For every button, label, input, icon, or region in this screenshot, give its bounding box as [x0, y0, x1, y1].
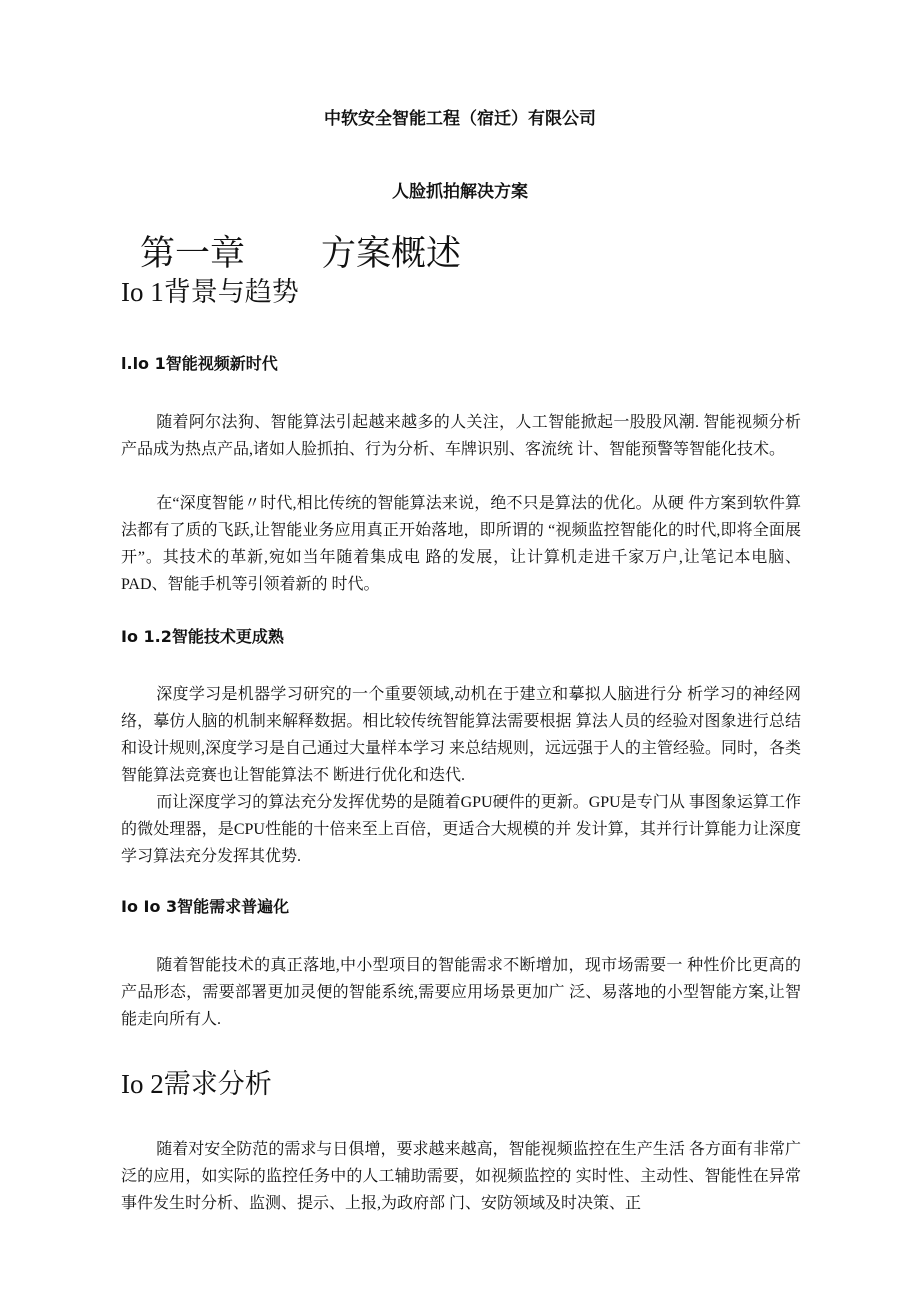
paragraph: 随着对安全防范的需求与日俱增，要求越来越高，智能视频监控在生产生活 各方面有非常广泛的应用，如实际的监控任务中的人工辅助需要，如视频监控的 实时性、主动性、智能性在异常事件发生时分析、监测、提示、上报,为政府部 门、安防领域及时决策、正 [121, 1141, 801, 1212]
chapter-number: 第一章 [140, 234, 246, 273]
document-title: 人脸抓拍解决方案 [392, 182, 528, 202]
paragraph: 在“深度智能〃时代,相比传统的智能算法来说，绝不只是算法的优化。从硬 件方案到软件算法都有了质的飞跃,让智能业务应用真正开始落地，即所谓的 “视频监控智能化的时代,即将全面展开”。其技术的革新,宛如当年随着集成电 路的发展，让计算机走进千家万户,让笔记本电脑、PAD、智能手机等引领着新的 时代。 [121, 495, 801, 593]
paragraph: 深度学习是机器学习研究的一个重要领域,动机在于建立和摹拟人脑进行分 析学习的神经网络，摹仿人脑的机制来解释数据。相比较传统智能算法需要根据 算法人员的经验对图象进行总结和设计规则,深度学习是自己通过大量样本学习 来总结规则，远远强于人的主管经验。同时，各类智能算法竞赛也让智能算法不 断进行优化和迭代. [121, 686, 802, 784]
paragraph: 随着智能技术的真正落地,中小型项目的智能需求不断增加，现市场需要一 种性价比更高的产品形态，需要部署更加灵便的智能系统,需要应用场景更加广 泛、易落地的小型智能方案,让智能走向所有人. [121, 957, 801, 1028]
subsection-heading-mature-tech: Io 1.2智能技术更成熟 [121, 627, 284, 646]
section-heading-background: Io 1背景与趋势 [121, 277, 299, 307]
subsection-heading-new-era: l.lo 1智能视频新时代 [121, 354, 278, 373]
chapter-title: 方案概述 [321, 234, 462, 273]
company-name: 中软安全智能工程（宿迁）有限公司 [324, 109, 596, 129]
paragraph: 随着阿尔法狗、智能算法引起越来越多的人关注，人工智能掀起一股股风潮. 智能视频分析产品成为热点产品,诸如人脸抓拍、行为分析、车牌识别、客流统 计、智能预警等智能化技术。 [121, 414, 801, 458]
subsection-heading-demand: Io Io 3智能需求普遍化 [121, 897, 290, 916]
chapter-heading [140, 226, 461, 276]
paragraph: 而让深度学习的算法充分发挥优势的是随着GPU硬件的更新。GPU是专门从 事图象运算工作的微处理器，是CPU性能的十倍来至上百倍，更适合大规模的并 发计算，其并行计算能力让深度学习算法充分发挥其优势. [121, 794, 801, 865]
section-heading-requirements: Io 2需求分析 [121, 1069, 272, 1099]
